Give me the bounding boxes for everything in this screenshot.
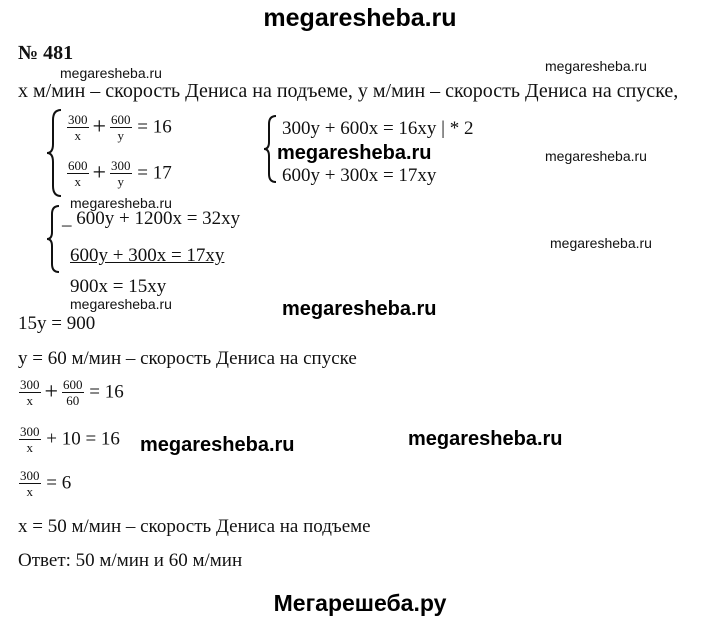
system1-brace (45, 108, 65, 198)
watermark-large: megaresheba.ru (277, 142, 432, 164)
system3-brace (45, 204, 63, 274)
system3-result: 900x = 15xy (70, 276, 167, 297)
fraction: $\frac{600}{60}$ (63, 377, 83, 408)
intro-text: х м/мин – скорость Дениса на подъеме, у м/мин – скорость Дениса на спуске, (18, 80, 679, 102)
fraction: $\frac{300}{x}$ (20, 468, 40, 499)
watermark-large: megaresheba.ru (408, 428, 563, 450)
footer-brand: Мегарешеба.ру (273, 590, 447, 616)
fraction: $\frac{300}{y}$ (111, 158, 131, 189)
watermark-small: megaresheba.ru (550, 235, 652, 251)
watermark-small: megaresheba.ru (60, 65, 162, 81)
fraction: $\frac{300}{x}$ (20, 424, 40, 455)
fraction: $\frac{600}{y}$ (111, 112, 131, 143)
watermark-small: megaresheba.ru (545, 148, 647, 164)
system2-eq1: 300y + 600x = 16xy | * 2 (282, 118, 474, 139)
line-15y: 15y = 900 (18, 313, 96, 334)
line-y: y = 60 м/мин – скорость Дениса на спуске (18, 348, 357, 369)
fraction: $\frac{300}{x}$ (20, 377, 40, 408)
watermark-large: megaresheba.ru (140, 434, 295, 456)
system1-eq2: $\frac{600}{x}$ + $\frac{300}{y}$ = 17 (68, 158, 172, 189)
step2-equation: $\frac{300}{x}$ + 10 = 16 (20, 424, 120, 455)
header-watermark: megaresheba.ru (263, 4, 457, 32)
step3-equation: $\frac{300}{x}$ = 6 (20, 468, 72, 499)
fraction: $\frac{600}{x}$ (68, 158, 88, 189)
fraction: $\frac{300}{x}$ (68, 112, 88, 143)
step1-equation: $\frac{300}{x}$ + $\frac{600}{60}$ = 16 (20, 377, 124, 408)
system2-eq2: 600y + 300x = 17xy (282, 165, 437, 186)
watermark-small: megaresheba.ru (70, 195, 172, 211)
watermark-small: megaresheba.ru (545, 58, 647, 74)
system1-eq1: $\frac{300}{x}$ + $\frac{600}{y}$ = 16 (68, 112, 172, 143)
problem-number: № 481 (18, 42, 74, 64)
answer-text: Ответ: 50 м/мин и 60 м/мин (18, 550, 243, 571)
watermark-small: megaresheba.ru (70, 296, 172, 312)
system3-eq2: 600y + 300x = 17xy (70, 245, 225, 266)
system3-eq1: _ 600y + 1200x = 32xy (62, 208, 241, 229)
watermark-large: megaresheba.ru (282, 298, 437, 320)
line-x: x = 50 м/мин – скорость Дениса на подъеме (18, 516, 371, 537)
